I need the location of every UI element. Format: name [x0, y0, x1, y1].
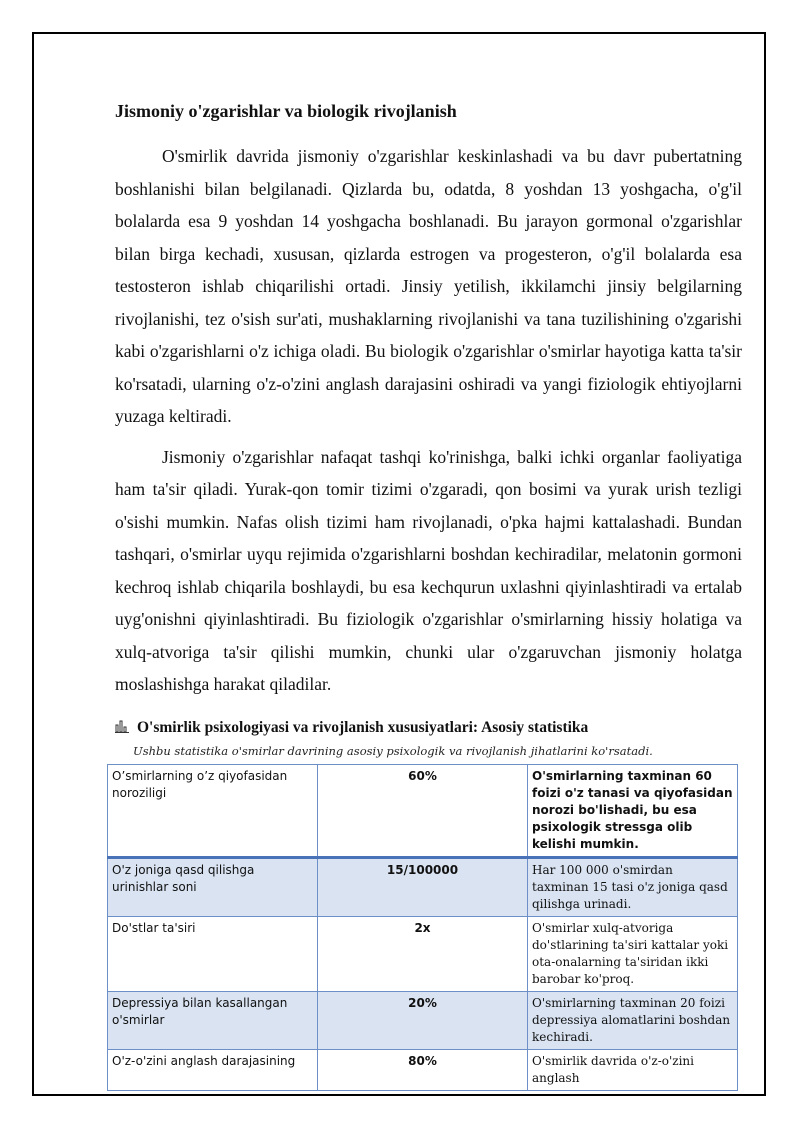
table-row	[108, 857, 738, 916]
statistics-title-text: O'smirlik psixologiyasi va rivojlanish xususiyatlari: Asosiy statistika	[137, 719, 589, 736]
stat-value: 20%	[318, 991, 528, 1049]
stat-description: O'smirlar xulq-atvoriga do'stlarining ta'siri kattalar yoki ota-onalarning ta'siridan ikki barobar ko'proq.	[528, 916, 738, 991]
stat-value: 15/100000	[318, 857, 528, 916]
stat-description: O'smirlik davrida o'z-o'zini anglash	[528, 1049, 738, 1090]
statistics-table	[107, 764, 738, 1091]
stat-label: O'z joniga qasd qilishga urinishlar soni	[108, 857, 318, 916]
stat-value: 2x	[318, 916, 528, 991]
section-heading: Jismoniy o'zgarishlar va biologik rivojlanish	[115, 101, 457, 121]
table-row	[108, 916, 738, 991]
stat-label: O'z-o'zini anglash darajasining	[108, 1049, 318, 1090]
stat-description: O'smirlarning taxminan 60 foizi o'z tanasi va qiyofasidan norozi bo'lishadi, bu esa psixologik stressga olib kelishi mumkin.	[528, 764, 738, 857]
stat-value: 80%	[318, 1049, 528, 1090]
statistics-subtitle: Ushbu statistika o'smirlar davrining asosiy psixologik va rivojlanish jihatlarini ko'rsatadi.	[133, 743, 653, 758]
stat-label: Do'stlar ta'siri	[108, 916, 318, 991]
stat-description: O'smirlarning taxminan 20 foizi depressiya alomatlarini boshdan kechiradi.	[528, 991, 738, 1049]
table-row	[108, 1049, 738, 1090]
stat-value: 60%	[318, 764, 528, 857]
bar-chart-icon	[115, 719, 129, 738]
stat-label: Depressiya bilan kasallangan o'smirlar	[108, 991, 318, 1049]
table-row	[108, 991, 738, 1049]
stat-description: Har 100 000 o'smirdan taxminan 15 tasi o'z joniga qasd qilishga urinadi.	[528, 857, 738, 916]
stat-label: O’smirlarning o’z qiyofasidan noroziligi	[108, 764, 318, 857]
table-row	[108, 764, 738, 857]
paragraph-2: Jismoniy o'zgarishlar nafaqat tashqi ko'rinishga, balki ichki organlar faoliyatiga ham ta'sir qiladi. Yurak-qon tomir tizimi o'zgaradi, qon bosimi va yurak urish tezligi o'sishi mumkin. Nafas olish tizimi ham rivojlanadi, o'pka hajmi kattalashadi. Bundan tashqari, o'smirlar uyqu rejimida o'zgarishlarni boshdan kechiradilar, melatonin gormoni kechroq ishlab chiqarila boshlaydi, bu esa kechqurun uxlashni qiyinlashtiradi va ertalab uyg'onishni qiyinlashtiradi. Bu fiziologik o'zgarishlar o'smirlarning hissiy holatiga va xulq-atvoriga ta'sir qilishi mumkin, chunki ular o'zgaruvchan jismoniy holatga moslashishga harakat qiladilar.	[115, 446, 742, 694]
document-content	[112, 98, 742, 1091]
paragraph-1: O'smirlik davrida jismoniy o'zgarishlar keskinlashadi va bu davr pubertatning boshlanishi bilan belgilanadi. Qizlarda bu, odatda, 8 yoshdan 13 yoshgacha, o'g'il bolalarda esa 9 yoshdan 14 yoshgacha boshlanadi. Bu jarayon gormonal o'zgarishlar bilan birga kechadi, xususan, qizlarda estrogen va progesteron, o'g'il bolalarda esa testosteron ishlab chiqarilishi ortadi. Jinsiy yetilish, ikkilamchi jinsiy belgilarning rivojlanishi, tez o'sish sur'ati, mushaklarning rivojlanishi va tana tuzilishining o'zgarishi kabi o'zgarishlarni o'z ichiga oladi. Bu biologik o'zgarishlar o'smirlar hayotiga katta ta'sir ko'rsatadi, ularning o'z-o'zini anglash darajasini oshiradi va yangi fiziologik ehtiyojlarni yuzaga keltiradi.	[115, 146, 742, 426]
statistics-title	[115, 719, 742, 738]
